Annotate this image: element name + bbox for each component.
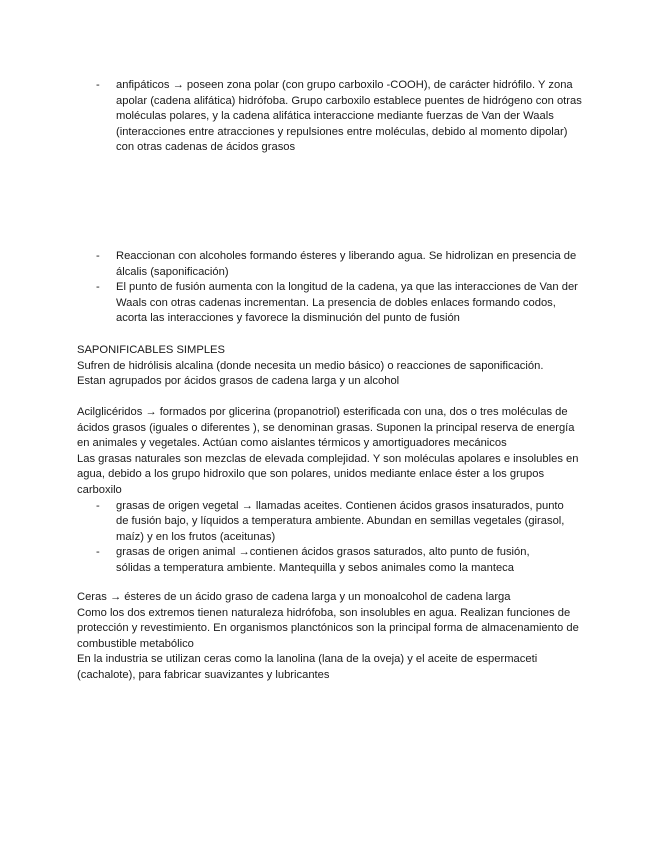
paragraph: En la industria se utilizan ceras como la lanolina (lana de la oveja) y el aceite de espermaceti (cachalote), para fabricar suavizantes y lubricantes (77, 653, 538, 681)
list-item-text: El punto de fusión aumenta con la longitud de la cadena, ya que las interacciones de Van der Waals con otras cadenas incrementan. La presencia de dobles enlaces formando codos, acorta las interacciones y favorece la disminución del punto de fusión (116, 281, 578, 325)
section-heading: SAPONIFICABLES SIMPLES (77, 344, 225, 356)
bullet-dash: - (96, 79, 100, 91)
saponificables-section (77, 343, 582, 390)
list-item-text: Reaccionan con alcoholes formando ésteres y liberando agua. Se hidrolizan en presencia de álcalis (saponificación) (116, 250, 577, 278)
list-item-text: anfipáticos → poseen zona polar (con grupo carboxilo -COOH), de carácter hidrófilo. Y zona apolar (cadena alifática) hidrófoba. Grupo carboxilo establece puentes de hidrógeno con otras moléculas polares, y la cadena alifática interaccione mediante fuerzas de Van der Waals (interacciones entre atracciones y repulsiones entre moléculas, debido al momento dipolar) con otras cadenas de ácidos grasos (116, 79, 582, 154)
list-item-text: grasas de origen vegetal → llamadas aceites. Contienen ácidos grasos insaturados, punto de fusión bajo, y líquidos a temperatura ambiente. Abundan en semillas vegetales (girasol, maíz) y en los frutos (aceitunas) (116, 499, 565, 543)
list-item-text: grasas de origen animal →contienen ácidos grasos saturados, alto punto de fusión, sólidas a temperatura ambiente. Mantequilla y sebos animales como la manteca (116, 546, 530, 574)
amphipathic-list (96, 78, 586, 156)
properties-list (96, 249, 586, 327)
bullet-dash: - (96, 250, 100, 262)
list-item (96, 78, 586, 156)
list-item (96, 249, 586, 280)
bullet-dash: - (96, 281, 100, 294)
fat-types-list (96, 499, 566, 577)
bullet-dash: - (96, 499, 100, 512)
list-item (96, 545, 566, 576)
paragraph: Ceras → ésteres de un ácido graso de cadena larga y un monoalcohol de cadena larga (77, 591, 511, 603)
acilgliceridos-section (77, 405, 582, 577)
paragraph: Acilglicéridos → formados por glicerina (propanotriol) esterificada con una, dos o tres moléculas de ácidos grasos (iguales o diferentes ), se denominan grasas. Suponen la principal reserva de energía en animales y vegetales. Actúan como aislantes térmicos y amortiguadores mecánicos (77, 406, 575, 450)
list-item (96, 280, 586, 327)
paragraph: Las grasas naturales son mezclas de elevada complejidad. Y son moléculas apolares e insolubles en agua, debido a los grupo hidroxilo que son polares, unidos mediante enlace éster a los grupos carboxilo (77, 452, 579, 496)
paragraph: Estan agrupados por ácidos grasos de cadena larga y un alcohol (77, 375, 400, 388)
ceras-section (77, 590, 582, 684)
list-item (96, 499, 566, 546)
paragraph: Sufren de hidrólisis alcalina (donde necesita un medio básico) o reacciones de saponificación. (77, 359, 544, 372)
paragraph: Como los dos extremos tienen naturaleza hidrófoba, son insolubles en agua. Realizan funciones de protección y revestimiento. En organismos planctónicos son la principal forma de almacenamiento de combustible metabólico (77, 606, 579, 650)
bullet-dash: - (96, 546, 100, 559)
